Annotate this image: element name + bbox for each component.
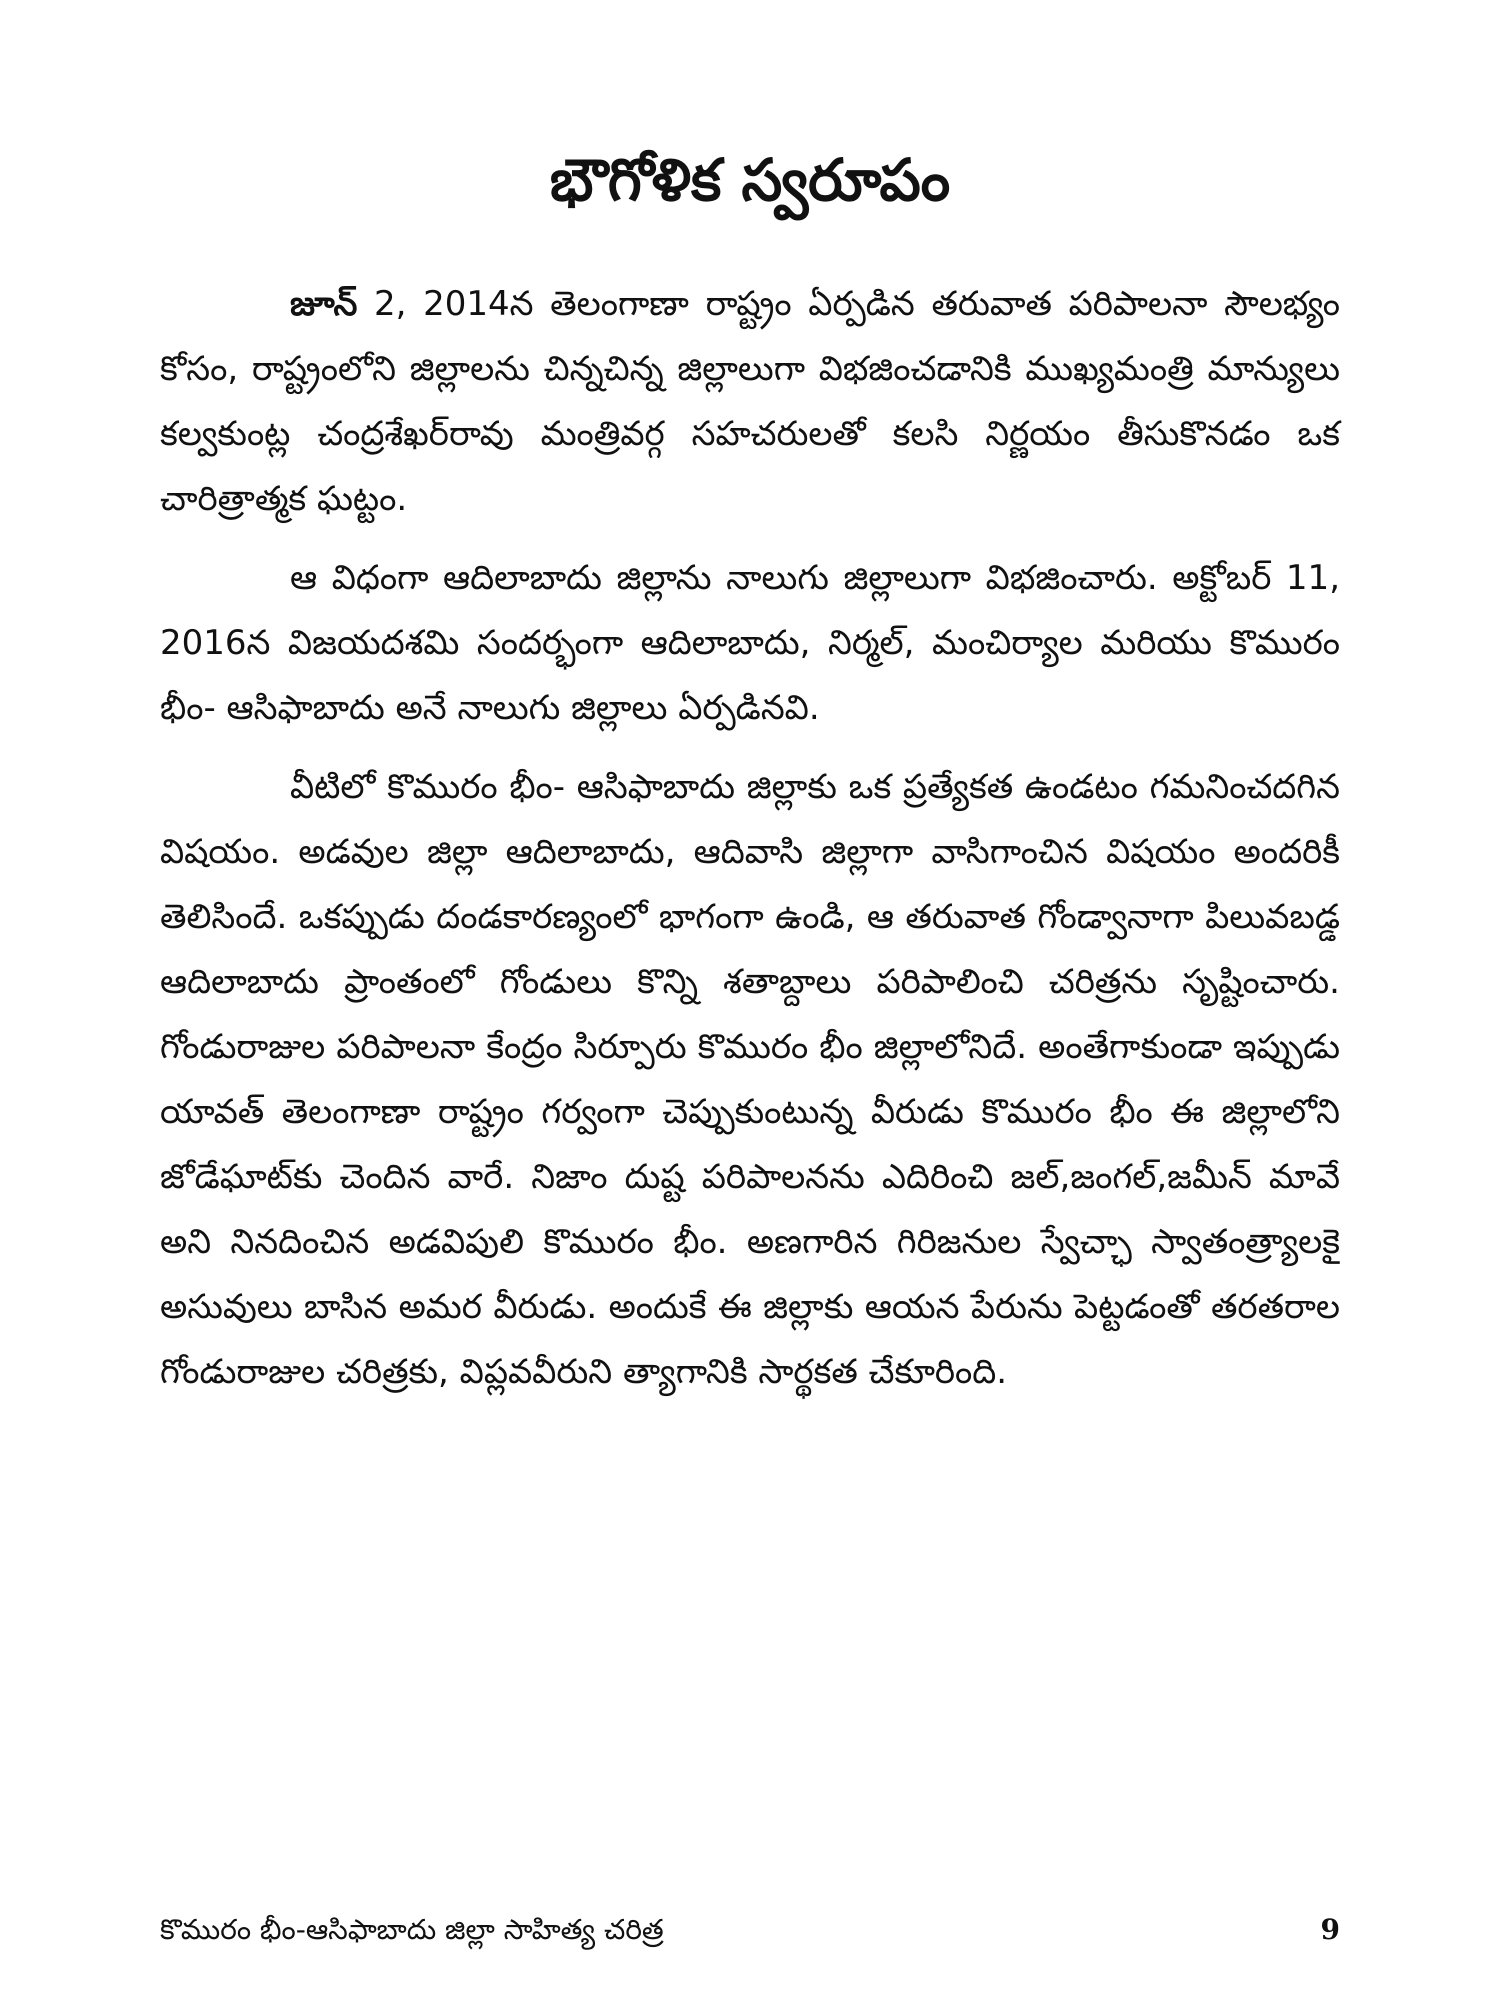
paragraph-3 xyxy=(160,755,1340,1405)
page-footer xyxy=(160,1910,1340,1950)
paragraph-3-text: వీటిలో కొమురం భీం- ఆసిఫాబాదు జిల్లాకు ఒక ప్రత్యేకత ఉండటం గమనించదగిన విషయం. అడవుల జిల్లా ఆదిలాబాదు, ఆదివాసి జిల్లాగా వాసిగాంచిన విషయం అందరికీ తెలిసిందే. ఒకప్పుడు దండకారణ్యంలో భాగంగా ఉండి, ఆ తరువాత గోండ్వానాగా పిలువబడ్డ ఆదిలాబాదు ప్రాంతంలో గోండులు కొన్ని శతాబ్దాలు పరిపాలించి చరిత్రను సృష్టించారు. గోండురాజుల పరిపాలనా కేంద్రం సిర్పూరు కొమురం భీం జిల్లాలోనిదే. అంతేగాకుండా ఇప్పుడు యావత్ తెలంగాణా రాష్ట్రం గర్వంగా చెప్పుకుంటున్న వీరుడు కొమురం భీం ఈ జిల్లాలోని జోడేఘాట్‌కు చెందిన వారే. నిజాం దుష్ట పరిపాలనను ఎదిరించి జల్,జంగల్,జమీన్ మావే అని నినదించిన అడవిపులి కొమురం భీం. అణగారిన గిరిజనుల స్వేచ్ఛా స్వాతంత్ర్యాలకై అసువులు బాసిన అమర వీరుడు. అందుకే ఈ జిల్లాకు ఆయన పేరును పెట్టడంతో తరతరాల గోండురాజుల చరిత్రకు, విప్లవవీరుని త్యాగానికి సార్థకత చేకూరింది. xyxy=(160,767,1340,1392)
paragraph-1 xyxy=(160,272,1340,532)
paragraph-2-text: ఆ విధంగా ఆదిలాబాదు జిల్లాను నాలుగు జిల్లాలుగా విభజించారు. అక్టోబర్ 11, 2016న విజయదశమి సందర్భంగా ఆదిలాబాదు, నిర్మల్, మంచిర్యాల మరియు కొమురం భీం- ఆసిఫాబాదు అనే నాలుగు జిల్లాలు ఏర్పడినవి. xyxy=(160,558,1340,728)
page-number: 9 xyxy=(1320,1913,1340,1946)
paragraph-2 xyxy=(160,546,1340,741)
paragraph-1-lead: జూన్ xyxy=(290,284,358,324)
body-text xyxy=(160,272,1340,1419)
page-title: భౌగోళిక స్వరూపం xyxy=(549,146,951,214)
paragraph-1-text: 2, 2014న తెలంగాణా రాష్ట్రం ఏర్పడిన తరువాత పరిపాలనా సౌలభ్యం కోసం, రాష్ట్రంలోని జిల్లాలను చిన్నచిన్న జిల్లాలుగా విభజించడానికి ముఖ్యమంత్రి మాన్యులు కల్వకుంట్ల చంద్రశేఖర్‌రావు మంత్రివర్గ సహచరులతో కలసి నిర్ణయం తీసుకొనడం ఒక చారిత్రాత్మక ఘట్టం. xyxy=(160,284,1340,519)
footer-book-title: కొమురం భీం-ఆసిఫాబాదు జిల్లా సాహిత్య చరిత్ర xyxy=(160,1913,664,1946)
